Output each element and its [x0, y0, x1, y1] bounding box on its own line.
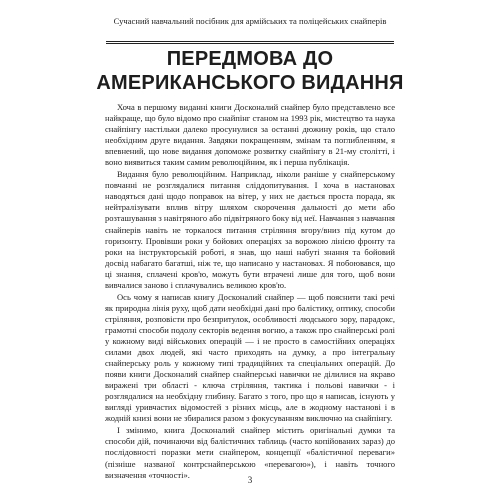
header-rule-bottom: [106, 43, 394, 44]
header-rule-top: [106, 41, 394, 42]
page-title: ПЕРЕДМОВА ДО АМЕРИКАНСЬКОГО ВИДАННЯ: [96, 48, 404, 94]
page-number: 3: [247, 475, 253, 485]
running-header: Сучасний навчальний посібник для армійських та поліцейських снайперів: [113, 16, 387, 26]
paragraph: Видання було революційним. Наприклад, ніколи раніше у снайперському повчанні не розглядалися питання сліддопитування. І хоча в настановах наводяться дані щодо поправок на вітер, у них не дається проста порада, як нейтралізувати вплив вітру шляхом скорочення дальності до мети або розташування з навітряного або підвітряного боку від неї. Навчання з навчання снайперів навіть не торкалося питання стріляння вгору/вниз під кутом до горизонту. Провівши роки у бойових операціях за ворожою лінією фронту та роки на інструкторській роботі, я знав, що наші набуті знання та бойовий досвід набагато багатші, ніж те, що написано у настановах. Я побоювався, що ці знання, сплачені кров'ю, можуть бути втрачені лише для того, щоб вони вивчалися заново і сплачувались великою кров'ю.: [105, 169, 395, 290]
paragraph: Ось чому я написав книгу Досконалий снайпер — щоб пояснити такі речі як природна лінія руху, щоб дати необхідні дані про балістику, оптику, способи стріляння, розповісти про безпритулок, особливості людського зору, парадокс, грамотні способи подолу секторів ведення вогню, а також про снайперські ролі у кожному виді військових операцій — і не просто в самостійних операціях силами двох людей, які часто приходять на думку, а про інтегральну снайперську роль у кожному типі традиційних та спеціальних операцій. До появи книги Досконалий снайпер снайперські навички не ділилися на якраво виражені три області - ключа стріляння, тактика і польові навички - і розглядалися на необхідну глибину. Багато з того, про що я написав, існують у вигляді уривчастих відомостей з різних місць, але в жодному настанові і в жодній книзі вони не збиралися разом з фокусуванням виключно на снайпінгу.: [105, 291, 395, 424]
paragraph: І змінимо, книга Досконалий снайпер містить оригінальні думки та способи дій, починаючи від балістичних таблиць (часто копійованих зараз) до послідовності поразки мети снайпером, концепції «балістичної переваги» (пізніше названої контрснайперською «перевагою»), і навіть точного визначення «точності».: [105, 425, 395, 480]
paragraph: Хоча в першому виданні книги Досконалий снайпер було представлено все найкраще, що було відомо про снайпінг станом на 1993 рік, мистецтво та наука снайпінгу настільки далеко просунулися за останні дюжину років, що стало необхідним друге видання. Завдяки покращенням, змінам та поглибленням, я впевнений, що нове видання допоможе розвитку снайпінгу в 21-му столітті, і воно виявиться таким самим революційним, як і перша публікація.: [105, 102, 395, 168]
body-text: [105, 102, 395, 481]
